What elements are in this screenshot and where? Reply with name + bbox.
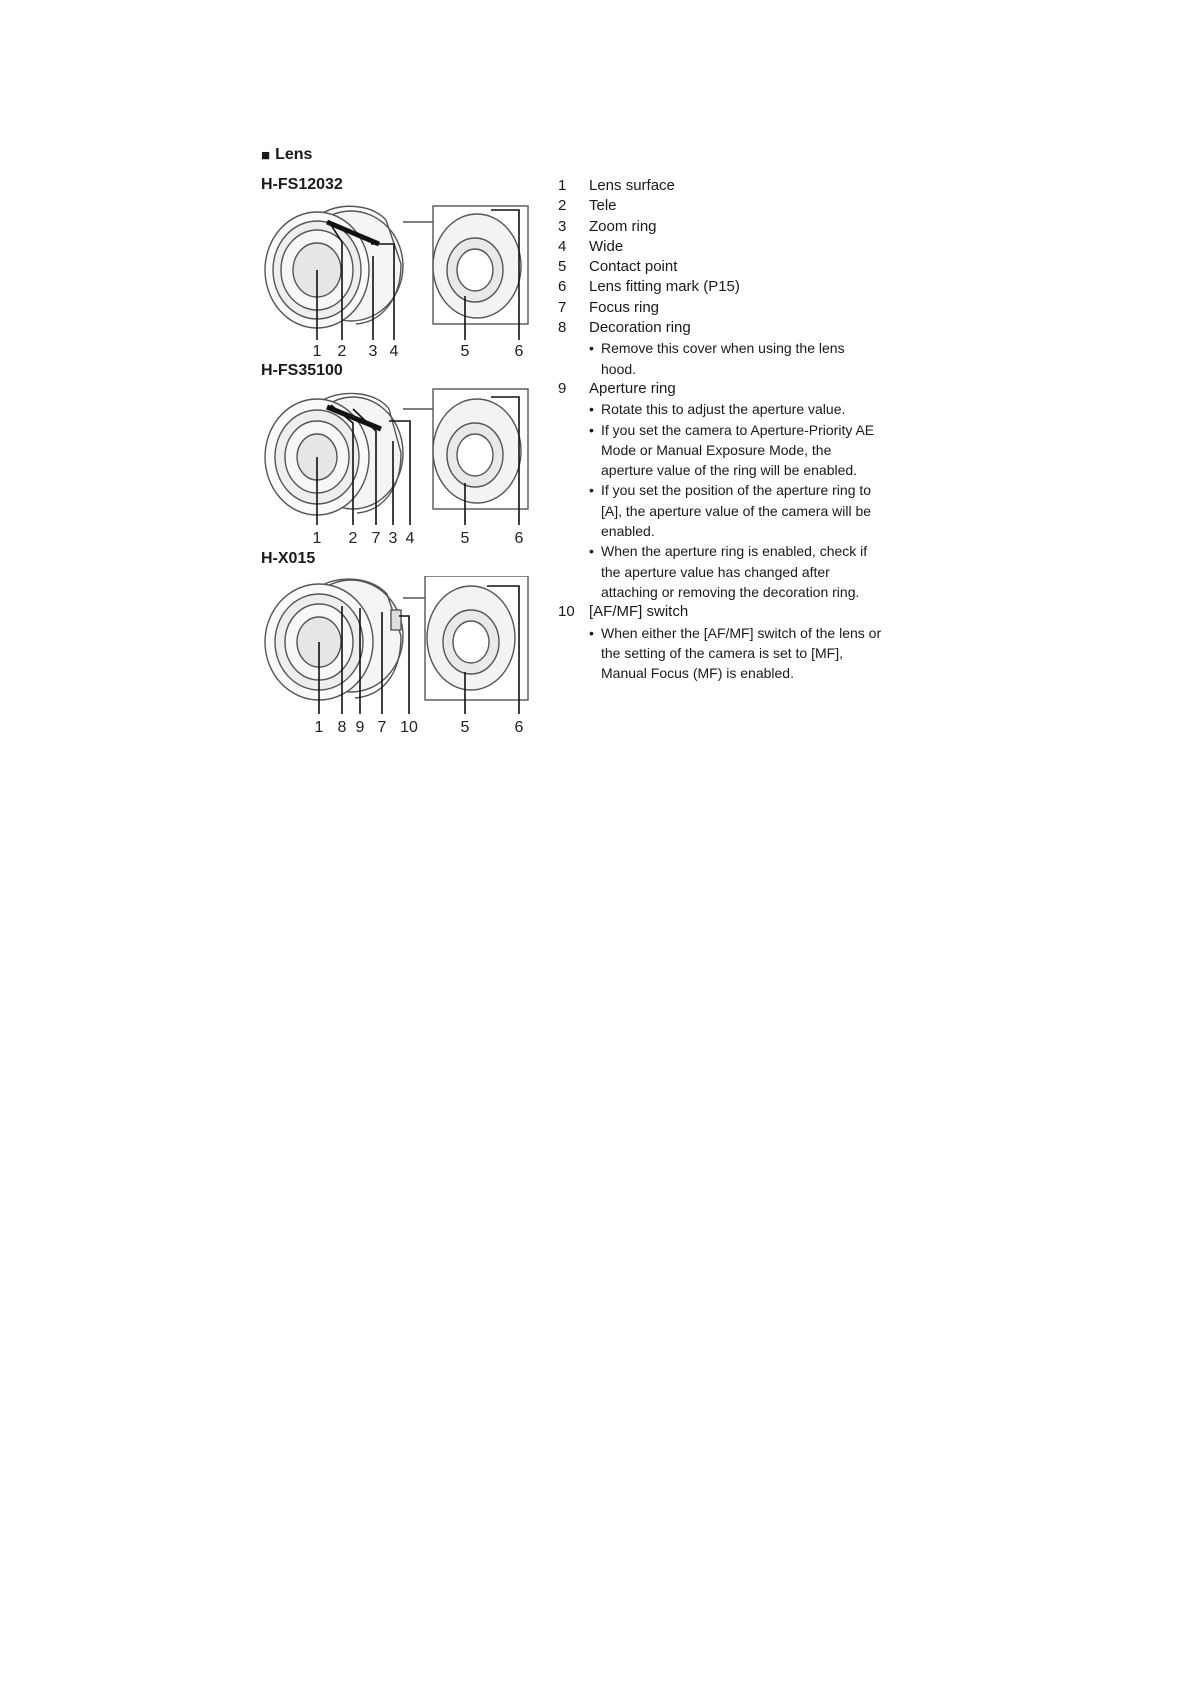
callout-3: 3	[388, 530, 398, 547]
part-item	[558, 379, 908, 399]
note-line: aperture value of the ring will be enabled.	[601, 462, 858, 479]
part-number: 8	[558, 319, 567, 337]
note-line: Mode or Manual Exposure Mode, the	[601, 441, 832, 458]
note-line: enabled.	[601, 523, 655, 540]
lens-figure-2	[261, 387, 531, 547]
part-label: Wide	[589, 237, 624, 255]
part-label: Tele	[589, 197, 617, 215]
note-line: Remove this cover when using the lens	[601, 340, 845, 357]
part-number: 6	[558, 278, 567, 296]
callout-7: 7	[377, 719, 387, 736]
callout-2: 2	[348, 530, 358, 547]
callout-2: 2	[337, 343, 347, 360]
part-item	[558, 277, 908, 297]
part-number: 4	[558, 237, 567, 255]
bullet-icon: •	[589, 340, 594, 357]
callout-6: 6	[514, 343, 524, 360]
note-line: If you set the position of the aperture ring to	[601, 482, 872, 499]
part-label: [AF/MF] switch	[589, 603, 689, 621]
callout-4: 4	[389, 343, 399, 360]
part-note	[589, 480, 908, 541]
callout-7: 7	[371, 530, 381, 547]
callout-8: 8	[337, 719, 347, 736]
part-label: Lens fitting mark (P15)	[589, 278, 740, 296]
note-text	[601, 623, 881, 684]
part-item	[558, 217, 908, 237]
callout-5: 5	[460, 343, 470, 360]
part-number: 5	[558, 258, 567, 276]
note-line: When either the [AF/MF] switch of the lens or	[601, 624, 882, 641]
section-title	[261, 146, 312, 164]
note-text	[601, 480, 871, 541]
part-item	[558, 298, 908, 318]
part-item	[558, 602, 908, 622]
note-text	[601, 399, 845, 419]
note-line: the aperture value has changed after	[601, 563, 830, 580]
note-line: Rotate this to adjust the aperture value.	[601, 401, 846, 418]
part-number: 1	[558, 177, 567, 194]
callout-1: 1	[314, 719, 324, 736]
callout-1: 1	[312, 530, 322, 547]
model-title-1: H-FS12032	[261, 176, 343, 193]
callout-4: 4	[405, 530, 415, 547]
callout-5: 5	[460, 719, 470, 736]
bullet-icon: •	[589, 543, 594, 560]
part-label: Aperture ring	[589, 379, 676, 397]
bullet-icon: •	[589, 482, 594, 499]
section-marker: ■	[261, 146, 271, 164]
part-item	[558, 176, 908, 196]
bullet-icon: •	[589, 421, 594, 438]
callout-10: 10	[400, 719, 418, 736]
callout-3: 3	[368, 343, 378, 360]
part-note	[589, 420, 908, 481]
part-number: 7	[558, 298, 567, 316]
bullet-icon: •	[589, 624, 594, 641]
note-line: Manual Focus (MF) is enabled.	[601, 665, 794, 682]
part-number: 10	[558, 603, 575, 621]
note-line: attaching or removing the decoration ring.	[601, 583, 860, 600]
part-label: Lens surface	[589, 177, 675, 194]
part-item	[558, 257, 908, 277]
model-title-2: H-FS35100	[261, 362, 343, 379]
parts-list	[558, 176, 908, 683]
note-text	[601, 420, 874, 481]
part-label: Contact point	[589, 258, 678, 276]
note-line: the setting of the camera is set to [MF],	[601, 644, 843, 661]
note-line: [A], the aperture value of the camera will be	[601, 502, 872, 519]
part-label: Focus ring	[589, 298, 660, 316]
part-note	[589, 623, 908, 684]
part-number: 3	[558, 217, 567, 235]
part-label: Zoom ring	[589, 217, 657, 235]
part-item	[558, 237, 908, 257]
bullet-icon: •	[589, 401, 594, 418]
note-text	[601, 338, 845, 379]
part-number: 2	[558, 197, 567, 215]
note-text	[601, 541, 867, 602]
part-label: Decoration ring	[589, 319, 691, 337]
section-title-text: Lens	[275, 146, 313, 163]
lens-figure-1	[261, 200, 531, 360]
part-note	[589, 338, 908, 379]
note-line: When the aperture ring is enabled, check if	[601, 543, 868, 560]
callout-6: 6	[514, 719, 524, 736]
part-note	[589, 541, 908, 602]
callout-6: 6	[514, 530, 524, 547]
callout-9: 9	[355, 719, 365, 736]
callout-5: 5	[460, 530, 470, 547]
lens-figure-3	[261, 576, 531, 736]
part-note	[589, 399, 908, 419]
note-line: If you set the camera to Aperture-Priority AE	[601, 421, 875, 438]
callout-1: 1	[312, 343, 322, 360]
part-item	[558, 196, 908, 216]
model-title-3: H-X015	[261, 550, 316, 567]
part-number: 9	[558, 379, 567, 397]
part-item	[558, 318, 908, 338]
note-line: hood.	[601, 360, 637, 377]
